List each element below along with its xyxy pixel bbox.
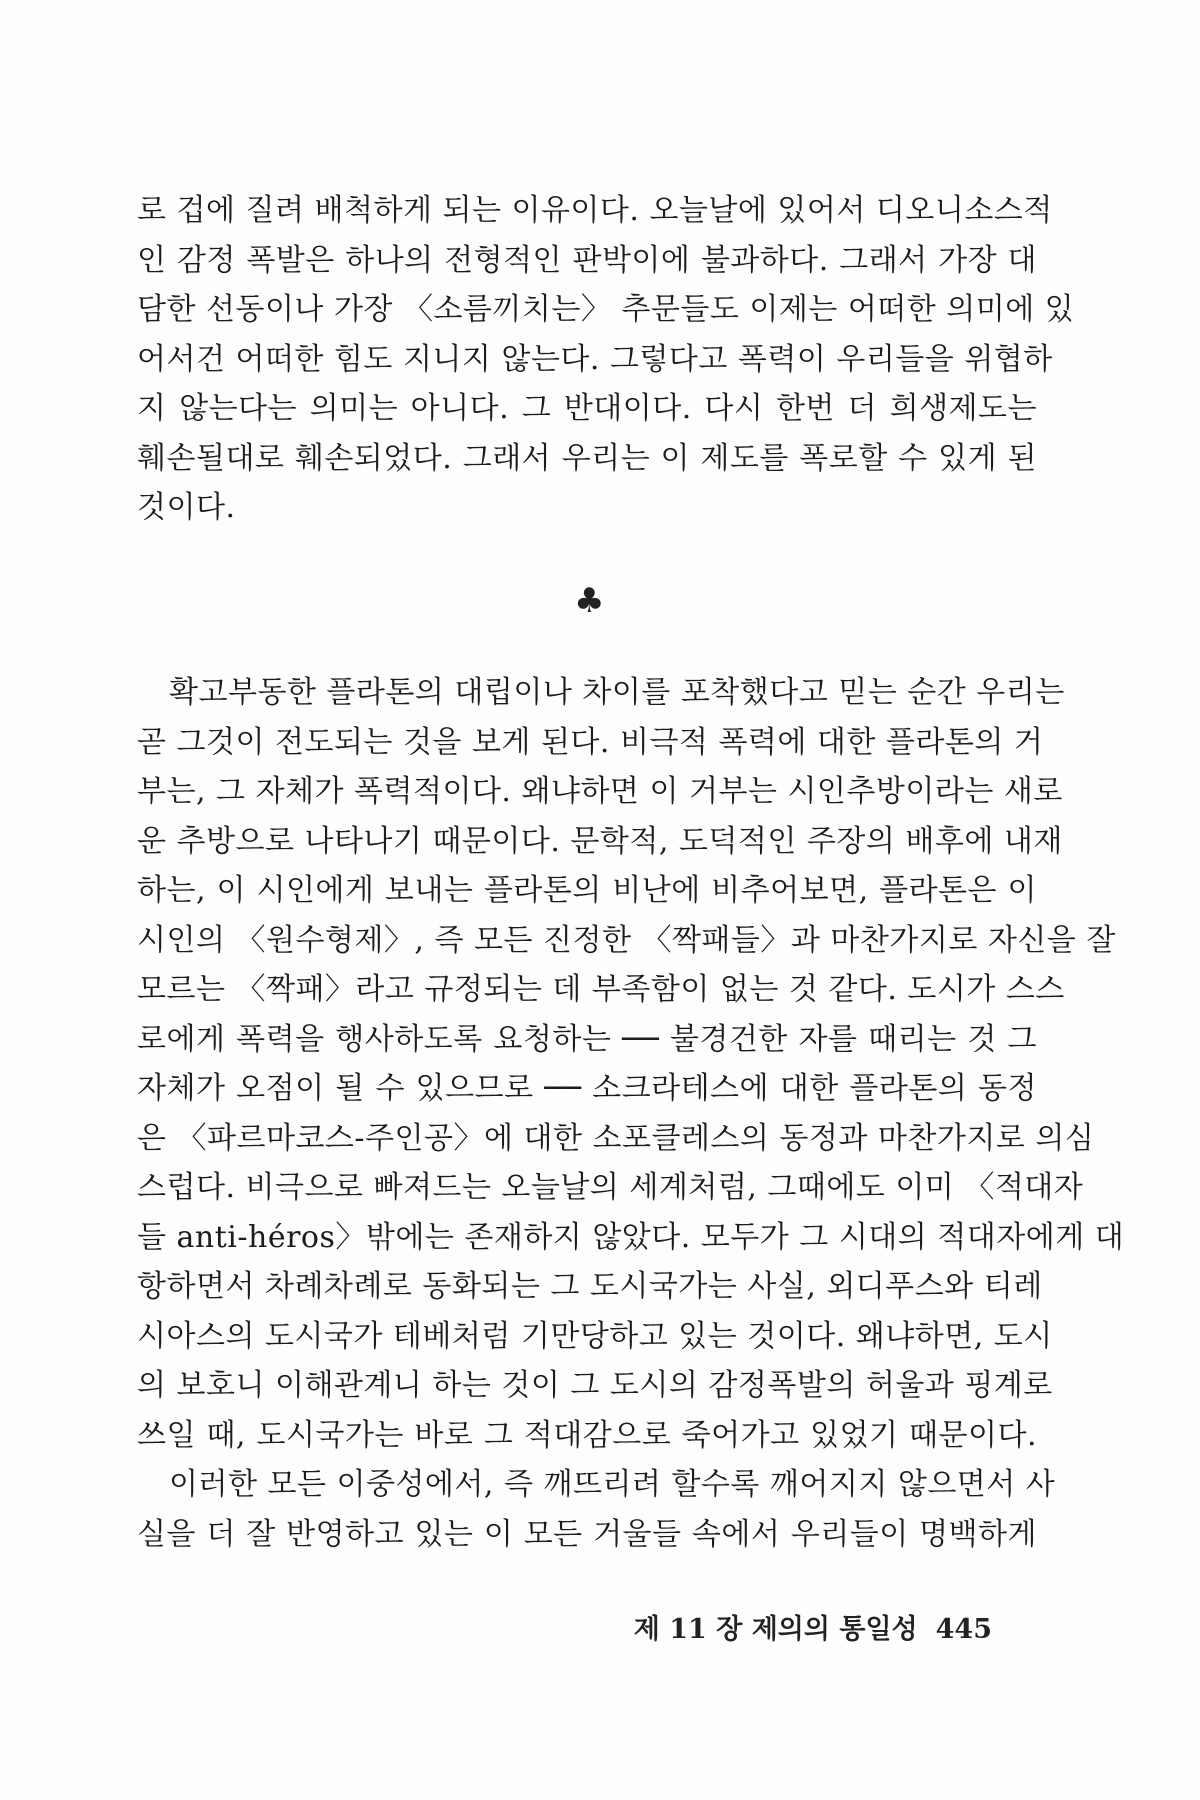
text-line: 스럽다. 비극으로 빠져드는 오늘날의 세계처럼, 그때에도 이미 〈적대자 — [137, 1170, 1084, 1205]
text-line: 부는, 그 자체가 폭력적이다. 왜냐하면 이 거부는 시인추방이라는 새로 — [137, 774, 1063, 809]
text-line: 하는, 이 시인에게 보내는 플라톤의 비난에 비추어보면, 플라톤은 이 — [137, 873, 1037, 908]
text-line: 곧 그것이 전도되는 것을 보게 된다. 비극적 폭력에 대한 플라톤의 거 — [137, 724, 1044, 760]
text-line: 확고부동한 플라톤의 대립이나 차이를 포착했다고 믿는 순간 우리는 — [169, 675, 1065, 710]
text-line: 은 〈파르마코스-주인공〉에 대한 소포클레스의 동정과 마찬가지로 의심 — [137, 1120, 1095, 1156]
text-line: 모르는 〈짝패〉라고 규정되는 데 부족함이 없는 것 같다. 도시가 스스 — [137, 972, 1065, 1007]
text-line: 로 겁에 질려 배척하게 되는 이유이다. 오늘날에 있어서 디오니소스적 — [137, 193, 1053, 228]
page-footer — [634, 1613, 992, 1647]
text-line: 지 않는다는 의미는 아니다. 그 반대이다. 다시 한번 더 희생제도는 — [137, 391, 1037, 426]
text-line: 담한 선동이나 가장 〈소름끼치는〉 추문들도 이제는 어떠한 의미에 있 — [137, 292, 1075, 327]
text-line: 쓰일 때, 도시국가는 바로 그 적대감으로 죽어가고 있었기 때문이다. — [137, 1417, 1037, 1453]
text-line: 들 anti-héros〉밖에는 존재하지 않았다. 모두가 그 시대의 적대자에게 대 — [137, 1219, 1125, 1255]
text-line: 시인의 〈원수형제〉, 즉 모든 진정한 〈짝패들〉과 마찬가지로 자신을 잘 — [137, 922, 1116, 958]
paragraph-1 — [137, 186, 1075, 533]
text-line: 자체가 오점이 될 수 있으므로 ── 소크라테스에 대한 플라톤의 동정 — [137, 1071, 1037, 1106]
text-line: 실을 더 잘 반영하고 있는 이 모든 거울들 속에서 우리들이 명백하게 — [137, 1516, 1037, 1552]
text-line: 훼손될대로 훼손되었다. 그래서 우리는 이 제도를 폭로할 수 있게 된 — [137, 440, 1037, 476]
text-line: 항하면서 차례차례로 동화되는 그 도시국가는 사실, 외디푸스와 티레 — [137, 1269, 1043, 1304]
text-line: 로에게 폭력을 행사하도록 요청하는 ── 불경건한 자를 때리는 것 그 — [137, 1021, 1037, 1057]
text-line: 어서건 어떠한 힘도 지니지 않는다. 그렇다고 폭력이 우리들을 위협하 — [137, 341, 1053, 377]
text-line: 시아스의 도시국가 테베처럼 기만당하고 있는 것이다. 왜냐하면, 도시 — [137, 1318, 1053, 1354]
text-line: 것이다. — [137, 490, 236, 525]
text-line: 인 감정 폭발은 하나의 전형적인 판박이에 불과하다. 그래서 가장 대 — [137, 242, 1037, 278]
text-line: 이러한 모든 이중성에서, 즉 깨뜨리려 할수록 깨어지지 않으면서 사 — [169, 1467, 1056, 1502]
page-number: 445 — [935, 1614, 992, 1645]
paragraph-2 — [137, 668, 1125, 1559]
club-ornament-icon: ♣ — [574, 581, 605, 621]
text-line: 운 추방으로 나타나기 때문이다. 문학적, 도덕적인 주장의 배후에 내재 — [137, 823, 1063, 859]
text-line: 의 보호니 이해관계니 하는 것이 그 도시의 감정폭발의 허울과 핑계로 — [137, 1368, 1053, 1403]
chapter-title: 제 11 장 제의의 통일성 — [633, 1614, 918, 1645]
